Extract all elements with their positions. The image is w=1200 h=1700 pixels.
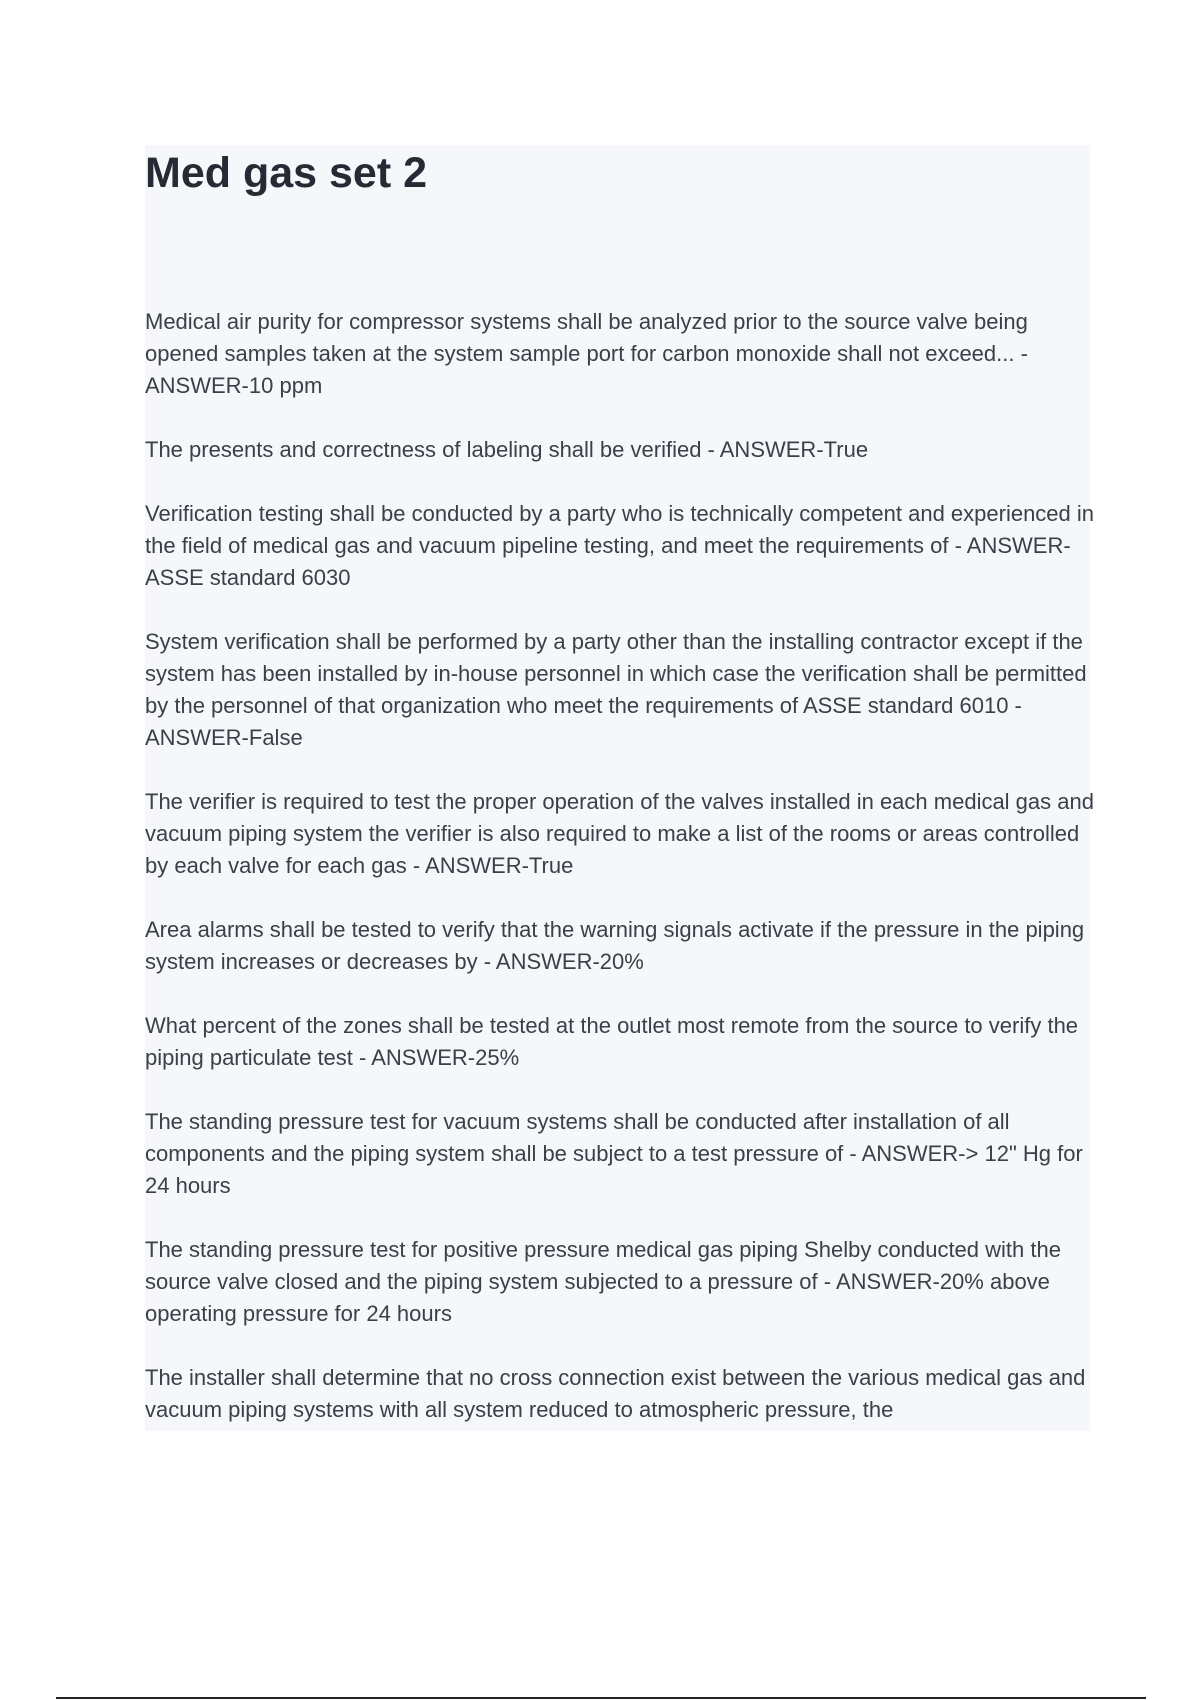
qa-item: The standing pressure test for positive pressure medical gas piping Shelby conducted with the source valve closed and the piping system subjected to a pressure of - ANSWER-20% above operating pressure for 24 hours <box>145 1237 1061 1326</box>
qa-item: What percent of the zones shall be tested at the outlet most remote from the source to verify the piping particulate test - ANSWER-25% <box>145 1013 1079 1070</box>
qa-item: The presents and correctness of labeling shall be verified - ANSWER-True <box>145 437 869 462</box>
qa-item: Verification testing shall be conducted by a party who is technically competent and experienced in the field of medical gas and vacuum pipeline testing, and meet the requirements of - ANSWER-ASSE standard 6030 <box>145 501 1095 590</box>
qa-item: The verifier is required to test the proper operation of the valves installed in each medical gas and vacuum piping system the verifier is also required to make a list of the rooms or areas controlled by each valve for each gas - ANSWER-True <box>145 789 1094 878</box>
qa-item: System verification shall be performed by a party other than the installing contractor except if the system has been installed by in-house personnel in which case the verification shall be permitted by the personnel of that organization who meet the requirements of ASSE standard 6010 - ANSWER-False <box>145 629 1087 750</box>
qa-list <box>145 306 1095 1458</box>
qa-item: Medical air purity for compressor systems shall be analyzed prior to the source valve being opened samples taken at the system sample port for carbon monoxide shall not exceed... - ANSWER-10 ppm <box>145 309 1028 398</box>
footer-divider <box>56 1697 1146 1699</box>
qa-item: The standing pressure test for vacuum systems shall be conducted after installation of all components and the piping system shall be subject to a test pressure of - ANSWER-> 12" Hg for 24 hours <box>145 1109 1083 1198</box>
qa-item: The installer shall determine that no cross connection exist between the various medical gas and vacuum piping systems with all system reduced to atmospheric pressure, the <box>145 1365 1086 1422</box>
page-title: Med gas set 2 <box>145 149 427 197</box>
qa-item: Area alarms shall be tested to verify that the warning signals activate if the pressure in the piping system increases or decreases by - ANSWER-20% <box>145 917 1085 974</box>
